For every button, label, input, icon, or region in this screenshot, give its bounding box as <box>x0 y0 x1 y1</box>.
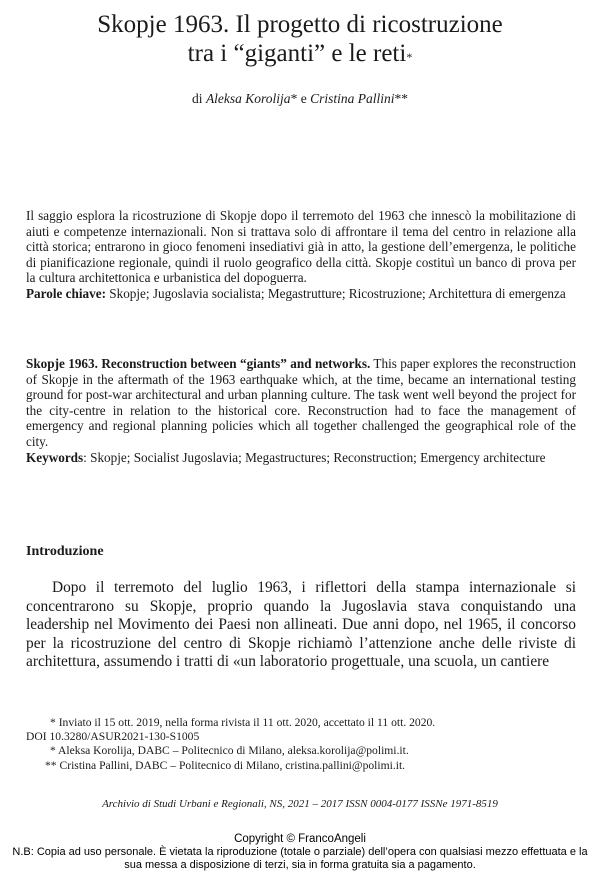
footnote-author-1: * Aleksa Korolija, DABC – Politecnico di Milano, aleksa.korolija@polimi.it. <box>50 744 409 758</box>
footnote-doi: DOI 10.3280/ASUR2021-130-S1005 <box>26 730 200 744</box>
title-line-1: Skopje 1963. Il progetto di ricostruzione <box>97 11 503 38</box>
section-heading: Introduzione <box>26 544 104 559</box>
footnotes <box>26 716 578 773</box>
abstract-italian <box>26 208 576 302</box>
author-1: Aleksa Korolija <box>205 91 291 106</box>
abstract-it-text: Il saggio esplora la ricostruzione di Skopje dopo il terremoto del 1963 che innescò la mobilitazione di aiuti e competenze internazionali. Non si trattava solo di affrontare il tema del centro in relazione alla città storica; entrarono in gioco fenomeni insediativi già in atto, la gestione dell’emergenza, le politiche di pianificazione regionale, quindi il ruolo geografico della città. Skopje costituì un banco di prova per la cultura architettonica e urbanistica del dopoguerra. <box>26 208 576 286</box>
abstract-en-title: Skopje 1963. Reconstruction between “giants” and networks. <box>26 356 371 371</box>
body-paragraph: Dopo il terremoto del luglio 1963, i riflettori della stampa internazionale si concentrarono su Skopje, proprio quando la Jugoslavia stava conquistando una leadership nel Movimento dei Paesi non allineati. Due anni dopo, nel 1965, il concorso per la ricostruzione del centro di Skopje richiamò l’attenzione anche delle riviste di architettura, assumendo i tratti di «un laboratorio progettuale, una scuola, un cantiere <box>26 579 576 671</box>
article-title <box>20 10 580 72</box>
author-2-mark: ** <box>394 91 408 106</box>
abstract-english <box>26 356 576 465</box>
author-2: Cristina Pallini <box>310 91 395 106</box>
keywords-it-label: Parole chiave: <box>26 285 106 301</box>
copyright-disclaimer: N.B: Copia ad uso personale. È vietata la riproduzione (totale o parziale) dell’opera con qualsiasi mezzo effettuata e la sua messa a disposizione di terzi, sia in forma gratuita sia a pagamento. <box>12 846 588 871</box>
byline-and: e <box>297 91 311 106</box>
footnote-author-2: ** Cristina Pallini, DABC – Politecnico di Milano, cristina.pallini@polimi.it. <box>45 758 406 772</box>
journal-line: Archivio di Studi Urbani e Regionali, NS, 2021 – 2017 ISSN 0004-0177 ISSNe 1971-8519 <box>102 798 498 810</box>
footnote-submission: * Inviato il 15 ott. 2019, nella forma rivista il 11 ott. 2020, accettato il 11 ott. 2020. <box>50 716 436 729</box>
keywords-en: : Skopje; Socialist Jugoslavia; Megastructures; Reconstruction; Emergency architecture <box>83 449 546 465</box>
keywords-it: Skopje; Jugoslavia socialista; Megastrutture; Ricostruzione; Architettura di emergenza <box>105 285 566 301</box>
title-footnote-mark: * <box>406 50 413 64</box>
keywords-en-label: Keywords <box>26 449 84 465</box>
author-1-mark: * <box>290 91 298 106</box>
author-byline <box>20 90 580 108</box>
copyright-line: Copyright © FrancoAngeli <box>234 833 366 845</box>
byline-prefix: di <box>192 91 206 106</box>
title-line-2: tra i “giganti” e le reti <box>187 40 407 67</box>
abstract-en-text: This paper explores the reconstruction of Skopje in the aftermath of the 1963 earthquake which, at the time, became an international testing ground for post-war architectural and urban planning culture. The task went well beyond the project for the city-centre in relation to the historical core. Reconstruction had to face the management of emergency and regional planning policies which all together challenged the geographical role of the city. <box>26 356 576 449</box>
copyright-notice <box>10 833 590 872</box>
